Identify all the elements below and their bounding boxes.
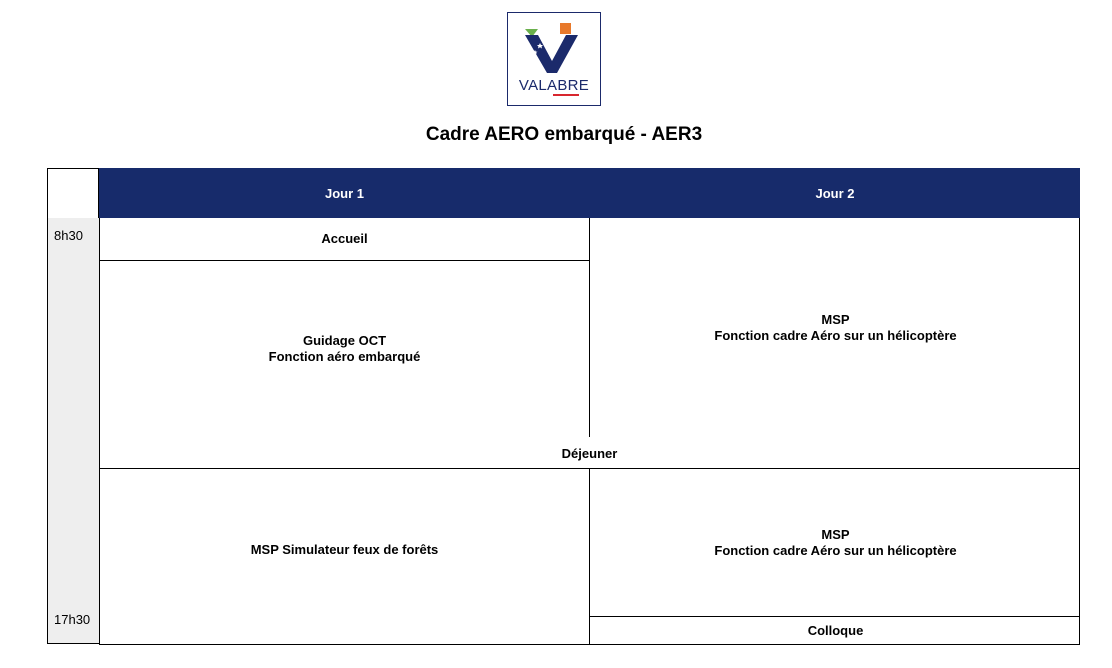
day-2-afternoon-session	[591, 470, 1080, 615]
day-1-accueil	[99, 218, 590, 260]
day-2-morning-session	[591, 219, 1080, 437]
valabre-logo	[507, 12, 601, 106]
day-2-afternoon-line-1: MSP	[821, 526, 850, 542]
end-time: 17h30	[54, 612, 91, 627]
day-1-afternoon-session	[99, 470, 590, 630]
grid-line	[99, 260, 590, 261]
day-1-afternoon-label: MSP Simulateur feux de forêts	[250, 542, 439, 557]
day-2-afternoon-line-2: Fonction cadre Aéro sur un hélicoptère	[714, 542, 957, 558]
colloque-label: Colloque	[807, 623, 864, 638]
day-1-morning-session	[99, 261, 590, 437]
time-column	[47, 218, 99, 644]
day-1-morning-line-1: Guidage OCT	[302, 333, 387, 348]
grid-line	[99, 644, 1080, 645]
day-2-header: Jour 2	[590, 168, 1080, 218]
grid-line	[589, 468, 590, 644]
logo-red-underline	[553, 94, 579, 96]
grid-line	[99, 468, 1080, 469]
day-1-morning-line-2: Fonction aéro embarqué	[268, 349, 421, 364]
page-title: Cadre AERO embarqué - AER3	[425, 124, 703, 145]
lunch-row	[99, 442, 1080, 466]
grid-line	[590, 616, 1080, 617]
grid-line	[99, 218, 100, 644]
grid-line	[1079, 218, 1080, 644]
accueil-label: Accueil	[321, 231, 368, 246]
logo-wordmark: VALABRE	[518, 77, 590, 94]
day-2-colloque	[591, 618, 1080, 644]
start-time: 8h30	[54, 228, 83, 243]
corner-cell	[47, 168, 99, 219]
grid-line	[589, 218, 590, 437]
day-1-header: Jour 1	[99, 168, 590, 218]
day-2-morning-line-2: Fonction cadre Aéro sur un hélicoptère	[714, 328, 957, 343]
lunch-label: Déjeuner	[561, 446, 618, 461]
day-2-morning-line-1: MSP	[821, 312, 850, 327]
